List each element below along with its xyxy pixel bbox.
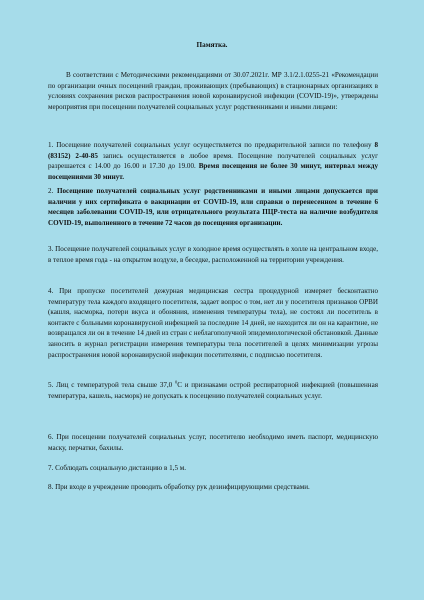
item-8-paragraph: 8. При входе в учреждение проводить обработку рук дезинфицирующими средствами. [48, 483, 310, 491]
item-7-paragraph: 7. Соблюдать социальную дистанцию в 1,5 м. [48, 464, 187, 472]
document-title: Памятка. [196, 41, 228, 49]
item-5-text-b: С и признаками острой респираторной инфекцией (повышенная температура, кашель, насморк) не допускать к посещению получателей социальных услуг. [48, 381, 378, 400]
item-1-text-b: запись осуществляется в любое время. Посещение получателей социальных услуг разрешается с 14.00 до 16.00 и 17.30 до 19.00. [48, 151, 378, 171]
item-1-paragraph [48, 140, 378, 182]
item-1-visit-duration: Время посещения не более 30 минут, интервал между посещениями 30 минут. [48, 162, 378, 181]
item-1-text-a: 1. Посещение получателей социальных услуг осуществляется по предварительной записи по телефону [48, 141, 375, 149]
item-2-paragraph [48, 186, 378, 228]
degree-symbol: 0 [174, 379, 178, 385]
item-4-paragraph: 4. При пропуске посетителей дежурная медицинская сестра процедурной измеряет бесконтактно температуру тела каждого входящего посетителя, задает вопрос о том, нет ли у посетителя признаков ОРВИ (кашля, насморка, потери вкуса и обоняния, изменения температуры тела), не состоял ли посетитель в контакте с больными коронавирусной инфекцией за последние 14 дней, не находится ли он на карантине, не возвращался ли он в течение 14 дней из стран с неблагополучной эпидемиологической обстановкой. Данные заносить в журнал регистрации измерения температуры тела посетителей в целях минимизации угрозы распространения новой коронавирусной инфекции посетителями, с подписью посетителя. [48, 287, 378, 359]
item-6-paragraph: 6. При посещении получателей социальных услуг, посетителю необходимо иметь паспорт, медицинскую маску, перчатки, бахилы. [48, 433, 378, 452]
item-5-paragraph [48, 380, 378, 401]
phone-number: 8 (83152) 2-40-85 [48, 141, 378, 160]
item-5-text-a: 5. Лиц с температурой тела свыше 37,0 [48, 381, 175, 389]
item-2-prefix: 2. [48, 187, 57, 195]
item-3-paragraph: 3. Посещение получателей социальных услуг в холодное время осуществлять в холле на центральном входе, в теплое время года - на открытом воздухе, в беседке, расположенной на территории учреждения. [48, 245, 378, 264]
intro-paragraph: В соответствии с Методическими рекомендациями от 30.07.2021г. МР 3.1/2.1.0255-21 «Рекомендации по организации очных посещений граждан, проживающих (пребывающих) в стационарных организациях в условиях сохранения рисков распространения новой коронавирусной инфекции (COVID-19)», утверждены мероприятия при посещении получателей социальных услуг родственниками и иными лицами: [48, 71, 378, 111]
item-2-requirements: Посещение получателей социальных услуг родственниками и иными лицами допускается при наличии у них сертификата о вакцинации от COVID-19, или справки о перенесенном в течение 6 месяцев заболевании COVID-19, или отрицательного результата ПЦР-теста на наличие возбудителя COVID-19, выполненного в течение 72 часов до посещения организации. [48, 187, 378, 227]
